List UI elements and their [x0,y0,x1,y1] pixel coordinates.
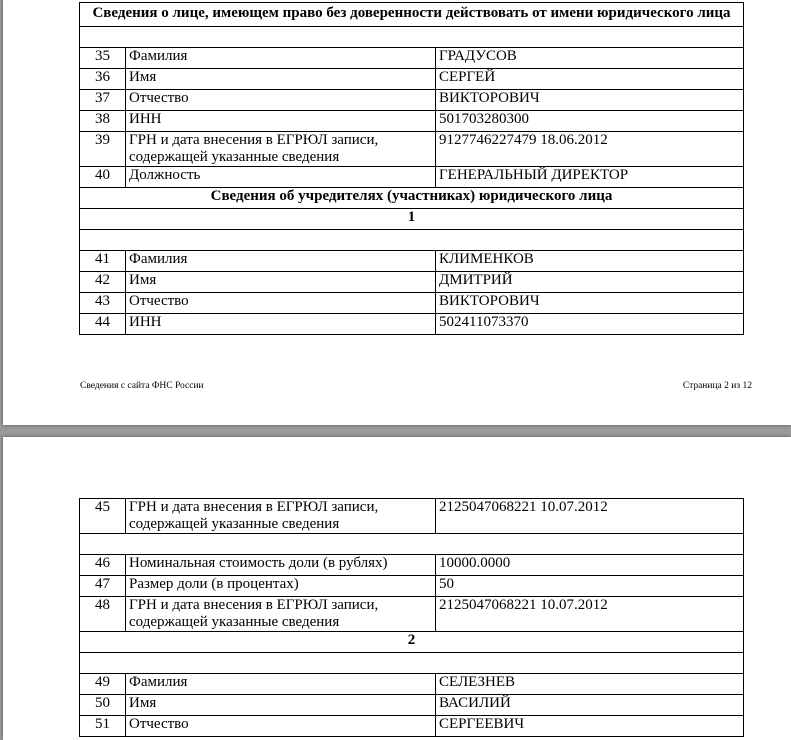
field-name: Отчество [126,90,436,111]
field-value: 502411073370 [436,314,744,335]
footer-page-number: Страница 2 из 12 [682,381,752,391]
table-row [80,251,744,272]
field-name: ГРН и дата внесения в ЕГРЮЛ записи, содержащей указанные сведения [126,132,436,167]
table-row [80,555,744,576]
field-value: ГРАДУСОВ [436,48,744,69]
field-value: 9127746227479 18.06.2012 [436,132,744,167]
founder-number-row [80,209,744,230]
field-name: Размер доли (в процентах) [126,576,436,597]
table-row [80,167,744,188]
row-number: 51 [80,716,126,737]
row-number: 40 [80,167,126,188]
document-page-2 [3,437,791,740]
row-number: 47 [80,576,126,597]
founder-number-row [80,632,744,653]
field-value: КЛИМЕНКОВ [436,251,744,272]
field-name: Имя [126,69,436,90]
egrul-table-page-1 [79,2,744,335]
empty-row [80,27,744,48]
field-value: СЕРГЕЕВИЧ [436,716,744,737]
field-name: Отчество [126,716,436,737]
row-number: 38 [80,111,126,132]
field-value: 50 [436,576,744,597]
field-name: Номинальная стоимость доли (в рублях) [126,555,436,576]
field-name: Должность [126,167,436,188]
table-row [80,695,744,716]
section-heading-row [80,3,744,27]
field-name: Отчество [126,293,436,314]
field-value: 2125047068221 10.07.2012 [436,597,744,632]
field-name: Фамилия [126,48,436,69]
field-value: 501703280300 [436,111,744,132]
table-row [80,90,744,111]
row-number: 41 [80,251,126,272]
table-row [80,111,744,132]
field-value: 2125047068221 10.07.2012 [436,499,744,534]
egrul-table-page-2 [79,498,744,737]
field-value: ВИКТОРОВИЧ [436,293,744,314]
table-row [80,576,744,597]
table-row [80,69,744,90]
field-name: Имя [126,695,436,716]
footer-source: Сведения с сайта ФНС России [80,381,204,391]
row-number: 48 [80,597,126,632]
founder-number: 1 [80,209,744,230]
row-number: 50 [80,695,126,716]
table-row [80,499,744,534]
empty-row [80,653,744,674]
section-heading-authorized-person: Сведения о лице, имеющем право без доверенности действовать от имени юридического лица [80,3,744,27]
field-value: СЕРГЕЙ [436,69,744,90]
section-heading-row [80,188,744,209]
row-number: 37 [80,90,126,111]
row-number: 39 [80,132,126,167]
field-value: 10000.0000 [436,555,744,576]
row-number: 35 [80,48,126,69]
row-number: 46 [80,555,126,576]
document-page-1 [3,0,791,425]
founder-number: 2 [80,632,744,653]
field-name: Фамилия [126,674,436,695]
field-value: ВАСИЛИЙ [436,695,744,716]
table-row [80,674,744,695]
row-number: 43 [80,293,126,314]
row-number: 45 [80,499,126,534]
field-name: ГРН и дата внесения в ЕГРЮЛ записи, содержащей указанные сведения [126,597,436,632]
row-number: 42 [80,272,126,293]
field-name: ИНН [126,111,436,132]
table-row [80,132,744,167]
field-name: Имя [126,272,436,293]
field-name: Фамилия [126,251,436,272]
field-name: ИНН [126,314,436,335]
table-row [80,293,744,314]
row-number: 49 [80,674,126,695]
empty-row [80,534,744,555]
table-row [80,272,744,293]
row-number: 44 [80,314,126,335]
table-row [80,314,744,335]
table-row [80,716,744,737]
row-number: 36 [80,69,126,90]
field-name: ГРН и дата внесения в ЕГРЮЛ записи, содержащей указанные сведения [126,499,436,534]
field-value: ВИКТОРОВИЧ [436,90,744,111]
table-row [80,48,744,69]
field-value: ГЕНЕРАЛЬНЫЙ ДИРЕКТОР [436,167,744,188]
section-heading-founders: Сведения об учредителях (участниках) юридического лица [80,188,744,209]
empty-row [80,230,744,251]
field-value: ДМИТРИЙ [436,272,744,293]
field-value: СЕЛЕЗНЕВ [436,674,744,695]
table-row [80,597,744,632]
